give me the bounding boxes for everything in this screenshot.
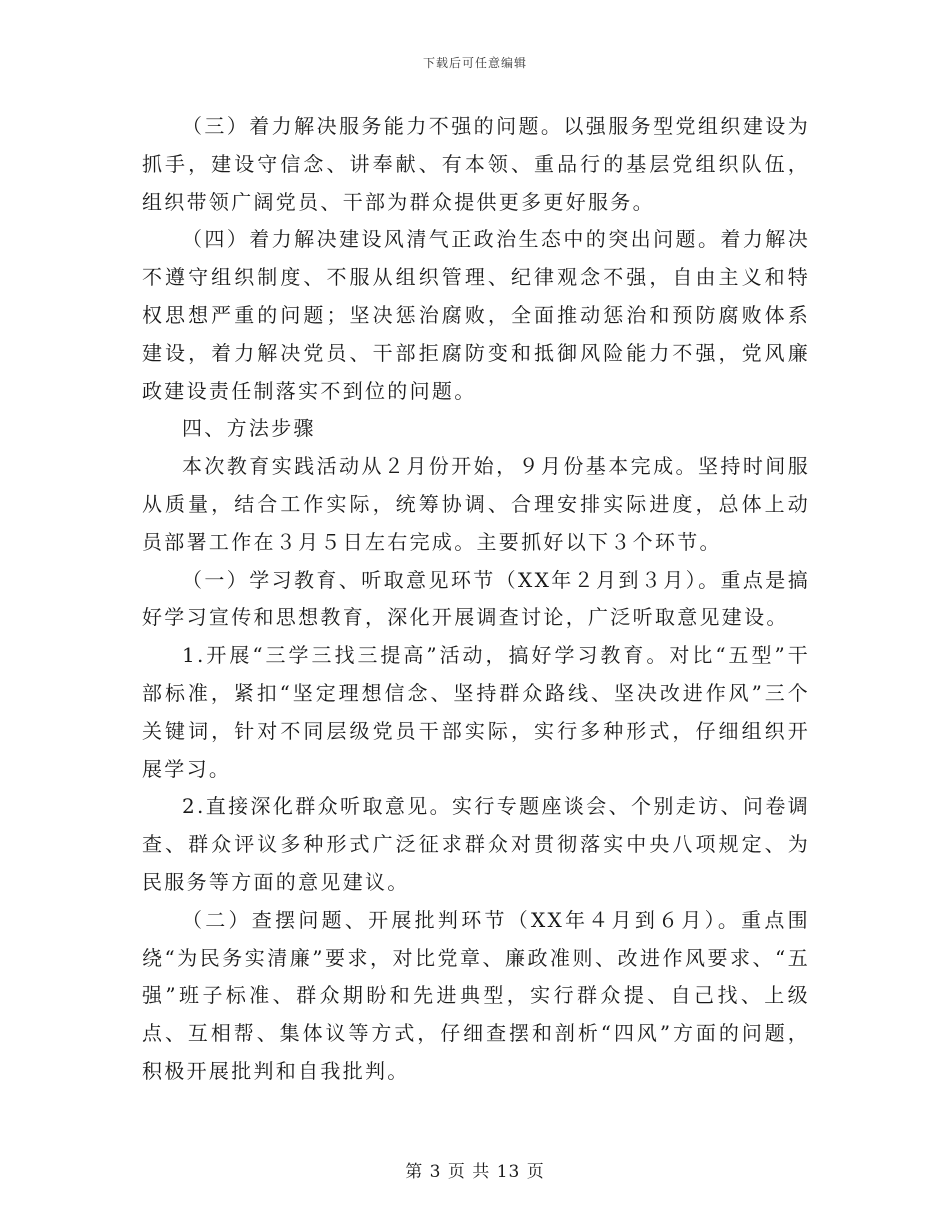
- page-number-footer: 第 3 页 共 13 页: [405, 1162, 545, 1182]
- page-header-note: 下载后可任意编辑: [422, 56, 527, 70]
- heading-methods-steps: 四、方法步骤: [182, 416, 316, 441]
- paragraph-section-3: （三）着力解决服务能力不强的问题。以强服务型党组织建设为抓手，建设守信念、讲奉献、有本领、重品行的基层党组织队伍，组织带领广阔党员、干部为群众提供更多更好服务。: [142, 114, 810, 214]
- paragraph-schedule: 本次教育实践活动从２月份开始，９月份基本完成。坚持时间服从质量，结合工作实际，统筹协调、合理安排实际进度，总体上动员部署工作在３月５日左右完成。主要抓好以下３个环节。: [142, 454, 810, 554]
- paragraph-section-4: （四）着力解决建设风清气正政治生态中的突出问题。着力解决不遵守组织制度、不服从组织管理、纪律观念不强，自由主义和特权思想严重的问题；坚决惩治腐败，全面推动惩治和预防腐败体系建设，着力解决党员、干部拒腐防变和抵御风险能力不强，党风廉政建设责任制落实不到位的问题。: [142, 227, 810, 403]
- paragraph-item-2: 2.直接深化群众听取意见。实行专题座谈会、个别走访、问卷调查、群众评议多种形式广泛征求群众对贯彻落实中央八项规定、为民服务等方面的意见建议。: [142, 794, 810, 894]
- paragraph-stage-2: （二）查摆问题、开展批判环节（XX年４月到６月）。重点围绕“为民务实清廉”要求，对比党章、廉政准则、改进作风要求、“五强”班子标准、群众期盼和先进典型，实行群众提、自己找、上级点、互相帮、集体议等方式，仔细查摆和剖析“四风”方面的问题，积极开展批判和自我批判。: [142, 907, 810, 1083]
- document-body: [142, 108, 810, 1091]
- paragraph-item-1: 1.开展“三学三找三提高”活动，搞好学习教育。对比“五型”干部标准，紧扣“坚定理想信念、坚持群众路线、坚决改进作风”三个关键词，针对不同层级党员干部实际，实行多种形式，仔细组织开展学习。: [142, 643, 810, 781]
- paragraph-stage-1: （一）学习教育、听取意见环节（XX年２月到３月）。重点是搞好学习宣传和思想教育，深化开展调查讨论，广泛听取意见建设。: [142, 567, 810, 630]
